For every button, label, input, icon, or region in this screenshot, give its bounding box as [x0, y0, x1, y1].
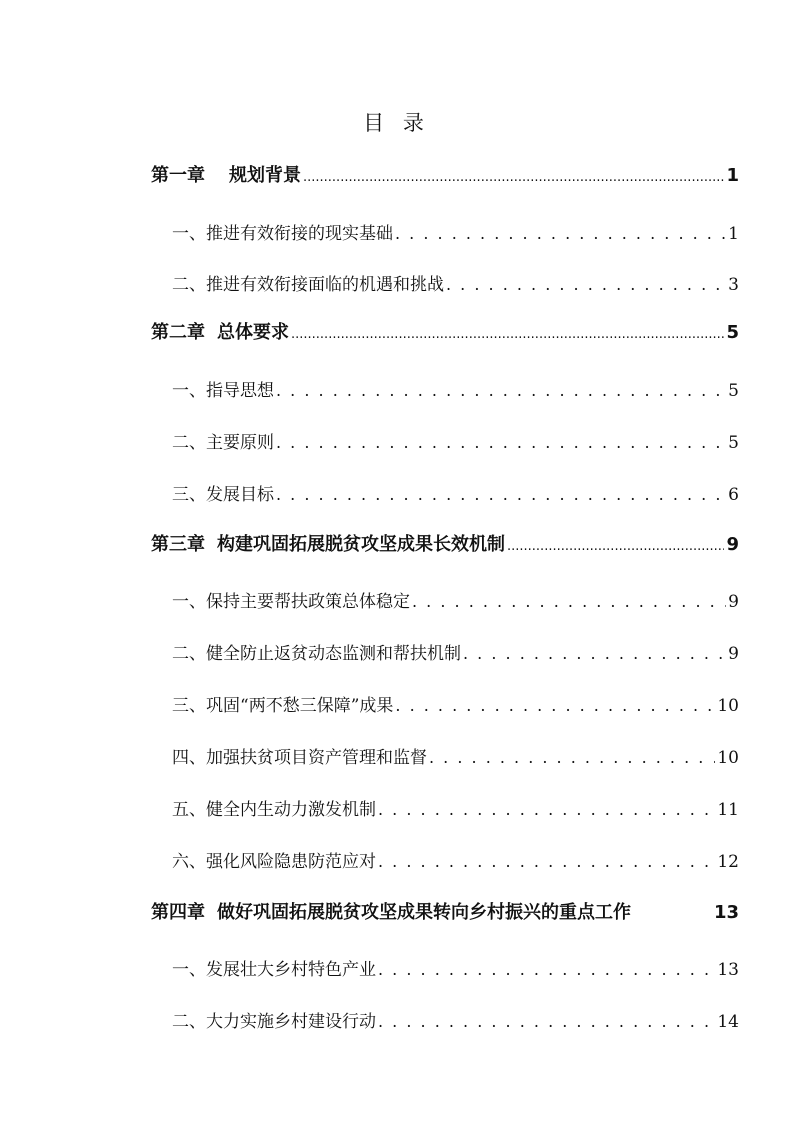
toc-section[interactable]	[172, 377, 739, 405]
dot-leader	[395, 692, 715, 720]
toc-section[interactable]	[172, 481, 739, 509]
chapter-title: 总体要求	[217, 322, 289, 343]
toc-chapter-3[interactable]	[151, 531, 739, 561]
page-number: 5	[726, 322, 739, 343]
page-number: 13	[713, 902, 739, 923]
page-number: 1	[728, 224, 739, 244]
toc-section[interactable]	[172, 796, 739, 824]
page-number: 9	[728, 592, 739, 612]
dot-leader	[276, 429, 726, 457]
section-title: 二、健全防止返贫动态监测和帮扶机制	[172, 644, 461, 664]
section-title: 一、保持主要帮扶政策总体稳定	[172, 592, 410, 612]
page-number: 13	[717, 960, 739, 980]
page-number: 5	[728, 433, 739, 453]
page-number: 11	[717, 800, 739, 820]
dot-leader	[303, 162, 724, 192]
toc-chapter-4[interactable]	[151, 899, 739, 927]
toc-section[interactable]	[172, 429, 739, 457]
page-number: 9	[726, 534, 739, 555]
chapter-label: 第二章	[151, 322, 205, 343]
chapter-title: 规划背景	[229, 165, 301, 186]
page-number: 9	[728, 644, 739, 664]
toc-section[interactable]	[172, 588, 739, 616]
section-title: 二、主要原则	[172, 433, 274, 453]
page-number: 3	[728, 275, 739, 295]
section-title: 一、指导思想	[172, 381, 274, 401]
chapter-label: 第四章	[151, 902, 205, 923]
chapter-label: 第三章	[151, 534, 205, 555]
toc-section[interactable]	[172, 271, 739, 299]
page-number: 14	[717, 1012, 739, 1032]
dot-leader	[378, 1008, 715, 1036]
page-number: 12	[717, 852, 739, 872]
dot-leader	[276, 377, 726, 405]
page-number: 10	[717, 696, 739, 716]
toc-chapter-1[interactable]	[151, 162, 739, 192]
page-number: 10	[717, 748, 739, 768]
toc-section[interactable]	[172, 640, 739, 668]
dot-leader	[276, 481, 726, 509]
section-title: 二、推进有效衔接面临的机遇和挑战	[172, 275, 444, 295]
chapter-title: 构建巩固拓展脱贫攻坚成果长效机制	[217, 534, 505, 555]
dot-leader	[378, 848, 715, 876]
section-title: 六、强化风险隐患防范应对	[172, 852, 376, 872]
toc-chapter-2[interactable]	[151, 319, 739, 349]
chapter-title: 做好巩固拓展脱贫攻坚成果转向乡村振兴的重点工作	[217, 902, 631, 923]
section-title: 一、推进有效衔接的现实基础	[172, 224, 393, 244]
section-title: 二、大力实施乡村建设行动	[172, 1012, 376, 1032]
section-title: 三、发展目标	[172, 485, 274, 505]
section-title: 三、巩固“两不愁三保障”成果	[172, 696, 394, 716]
toc-section[interactable]	[172, 956, 739, 984]
toc-section[interactable]	[172, 848, 739, 876]
toc-section[interactable]	[172, 692, 739, 720]
dot-leader	[291, 319, 724, 349]
toc-section[interactable]	[172, 1008, 739, 1036]
dot-leader	[429, 744, 715, 772]
page-number: 6	[728, 485, 739, 505]
page-number: 5	[728, 381, 739, 401]
dot-leader	[378, 796, 715, 824]
dot-leader	[395, 220, 726, 248]
toc-title: 目 录	[363, 111, 430, 135]
dot-leader	[446, 271, 726, 299]
dot-leader	[507, 531, 724, 561]
chapter-label: 第一章	[151, 165, 205, 186]
dot-leader	[463, 640, 726, 668]
toc-section[interactable]	[172, 220, 739, 248]
page-number: 1	[726, 165, 739, 186]
section-title: 四、加强扶贫项目资产管理和监督	[172, 748, 427, 768]
section-title: 一、发展壮大乡村特色产业	[172, 960, 376, 980]
dot-leader	[412, 588, 726, 616]
section-title: 五、健全内生动力激发机制	[172, 800, 376, 820]
dot-leader	[378, 956, 715, 984]
toc-section[interactable]	[172, 744, 739, 772]
